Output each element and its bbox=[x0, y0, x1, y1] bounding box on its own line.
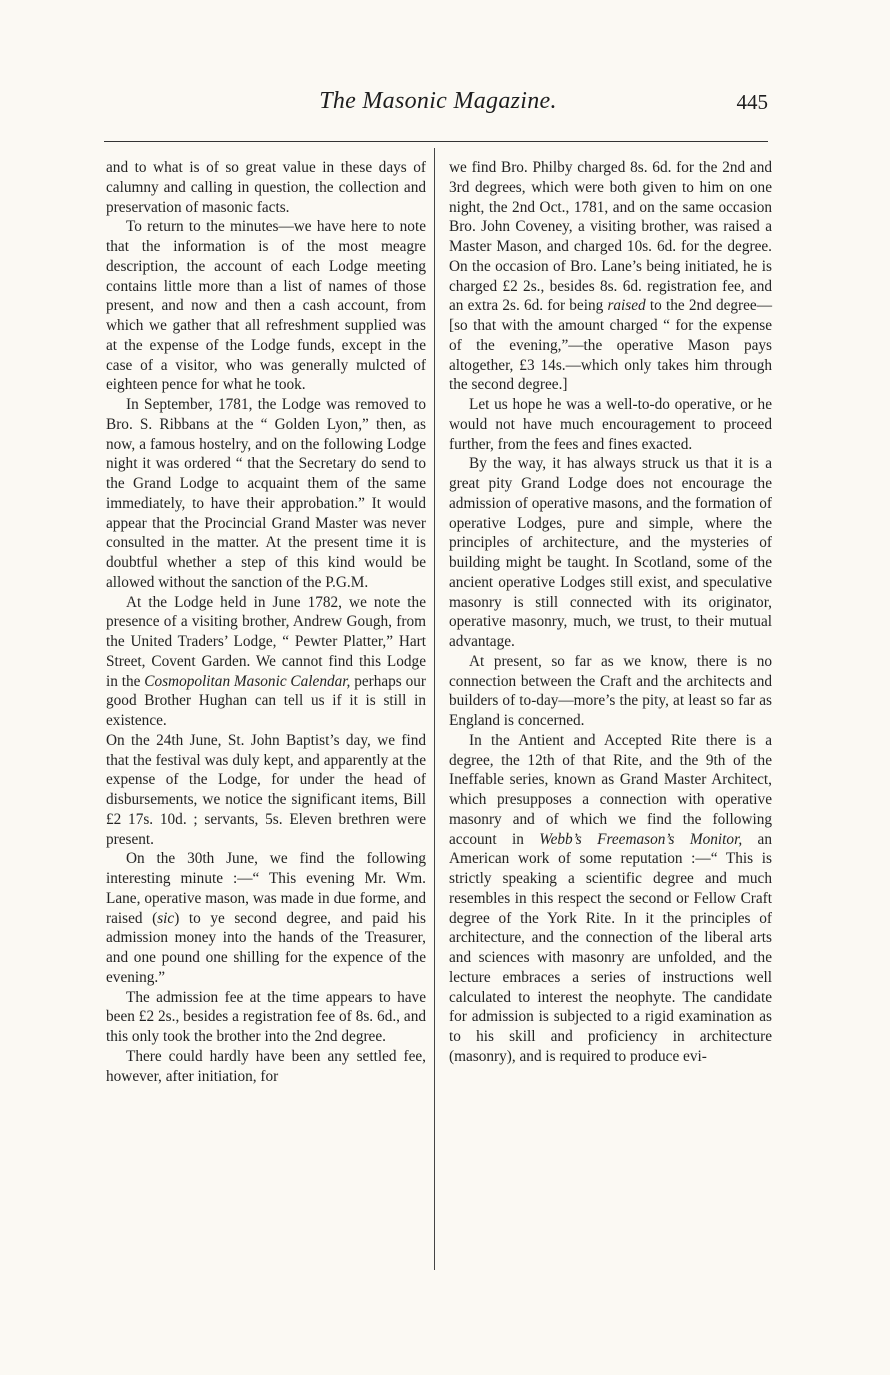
running-title: The Masonic Magazine. bbox=[319, 88, 557, 114]
left-column bbox=[106, 158, 426, 1086]
text-run: On the 30th June, we find the following interesting minute :—“ This evening Mr. Wm. Lane, operative mason, was made in due forme, and raised ( bbox=[106, 850, 426, 927]
paragraph: Let us hope he was a well-to-do operative, or he would not have much encouragement to proceed further, from the fees and fines exacted. bbox=[449, 396, 772, 453]
paragraph: In September, 1781, the Lodge was removed to Bro. S. Ribbans at the “ Golden Lyon,” then, as now, a famous hostelry, and on the following Lodge night it was ordered “ that the Secretary do send to the Grand Lodge to acquaint them of the same immediately, to have their approbation.” It would appear that the Procincial Grand Master was never consulted in the matter. At the present time it is doubtful whether a step of this kind would be allowed without the sanction of the P.G.M. bbox=[106, 396, 426, 591]
italic-text: raised bbox=[607, 297, 646, 315]
paragraph bbox=[449, 731, 772, 1067]
paragraph bbox=[106, 593, 426, 731]
text-run: At the Lodge held in June 1782, we note the presence of a visiting brother, Andrew Gough, from the United Traders’ Lodge, “ Pewter Platter,” Hart Street, Covent Garden. We cannot find this Lodge in the bbox=[106, 593, 426, 690]
paragraph: At present, so far as we know, there is no connection between the Craft and the architects and builders of to-day—more’s the pity, at least so far as England is concerned. bbox=[449, 652, 772, 729]
text-run: to the 2nd degree—[so that with the amount charged “ for the expense of the evening,”—the operative Mason pays altogether, £3 14s.—which only takes him through the second degree.] bbox=[449, 297, 773, 394]
column-divider bbox=[434, 148, 435, 1270]
text-run: perhaps our good Brother Hughan can tell us if it is still in existence. bbox=[106, 672, 426, 729]
paragraph: The admission fee at the time appears to have been £2 2s., besides a registration fee of 8s. 6d., and this only took the brother into the 2nd degree. bbox=[106, 988, 426, 1045]
paragraph: To return to the minutes—we have here to note that the information is of the most meagre description, the account of each Lodge meeting contains little more than a list of names of those present, and now and then a cash account, from which we gather that all refreshment supplied was at the expense of the Lodge funds, except in the case of a visitor, who was generally mulcted of eighteen pence for what he took. bbox=[106, 218, 426, 394]
page-number: 445 bbox=[736, 90, 768, 114]
italic-text: Webb’s Freemason’s Monitor, bbox=[539, 830, 743, 848]
paragraph bbox=[449, 158, 772, 395]
paragraph: There could hardly have been any settled fee, however, after initiation, for bbox=[106, 1047, 426, 1085]
paragraph: By the way, it has always struck us that it is a great pity Grand Lodge does not encourage the admission of operative masons, and the formation of operative Lodges, pure and simple, where the principles of architecture, and the mysteries of building might be taught. In Scotland, some of the ancient operative Lodges still exist, and speculative masonry is still connected with its originator, operative masonry, much, we trust, to their mutual advantage. bbox=[449, 455, 772, 650]
text-run: ) to ye second degree, and paid his admission money into the hands of the Treasurer, and one pound one shilling for the expence of the evening.” bbox=[106, 909, 426, 986]
text-run: we find Bro. Philby charged 8s. 6d. for the 2nd and 3rd degrees, which were both given to him on one night, the 2nd Oct., 1781, and on the same occasion Bro. John Coveney, a visiting brother, was raised a Master Mason, and charged 10s. 6d. for the degree. On the occasion of Bro. Lane’s being initiated, he is charged £2 2s., besides 8s. 6d. registration fee, and an extra 2s. 6d. for being bbox=[449, 159, 772, 315]
italic-text: sic bbox=[157, 909, 175, 927]
paragraph: and to what is of so great value in these days of calumny and calling in question, the collection and preservation of masonic facts. bbox=[106, 159, 426, 216]
right-column bbox=[449, 158, 772, 1067]
header-rule bbox=[104, 141, 768, 142]
text-run: In the Antient and Accepted Rite there is a degree, the 12th of that Rite, and the 9th of the Ineffable series, known as Grand Master Architect, which presupposes a connection with operative masonry and of which we find the following account in bbox=[449, 731, 772, 848]
paragraph bbox=[106, 849, 426, 987]
paragraph: On the 24th June, St. John Baptist’s day, we find that the festival was duly kept, and apparently at the expense of the Lodge, for under the head of disbursements, we notice the significant items, Bill £2 17s. 10d. ; servants, 5s. Eleven brethren were present. bbox=[106, 731, 426, 848]
page-header bbox=[108, 88, 768, 124]
text-run: an American work of some reputation :—“ This is strictly speaking a scientific degree and much resembles in this respect the second or Fellow Craft degree of the York Rite. In it the principles of architecture, and the connection of the liberal arts and sciences with masonry are unfolded, and the lecture embraces a series of instructions well calculated to interest the neophyte. The candidate for admission is subjected to a rigid examination as to his skill and proficiency in architecture (masonry), and is required to produce evi- bbox=[449, 830, 772, 1065]
italic-text: Cosmopolitan Masonic Calendar, bbox=[144, 672, 351, 690]
